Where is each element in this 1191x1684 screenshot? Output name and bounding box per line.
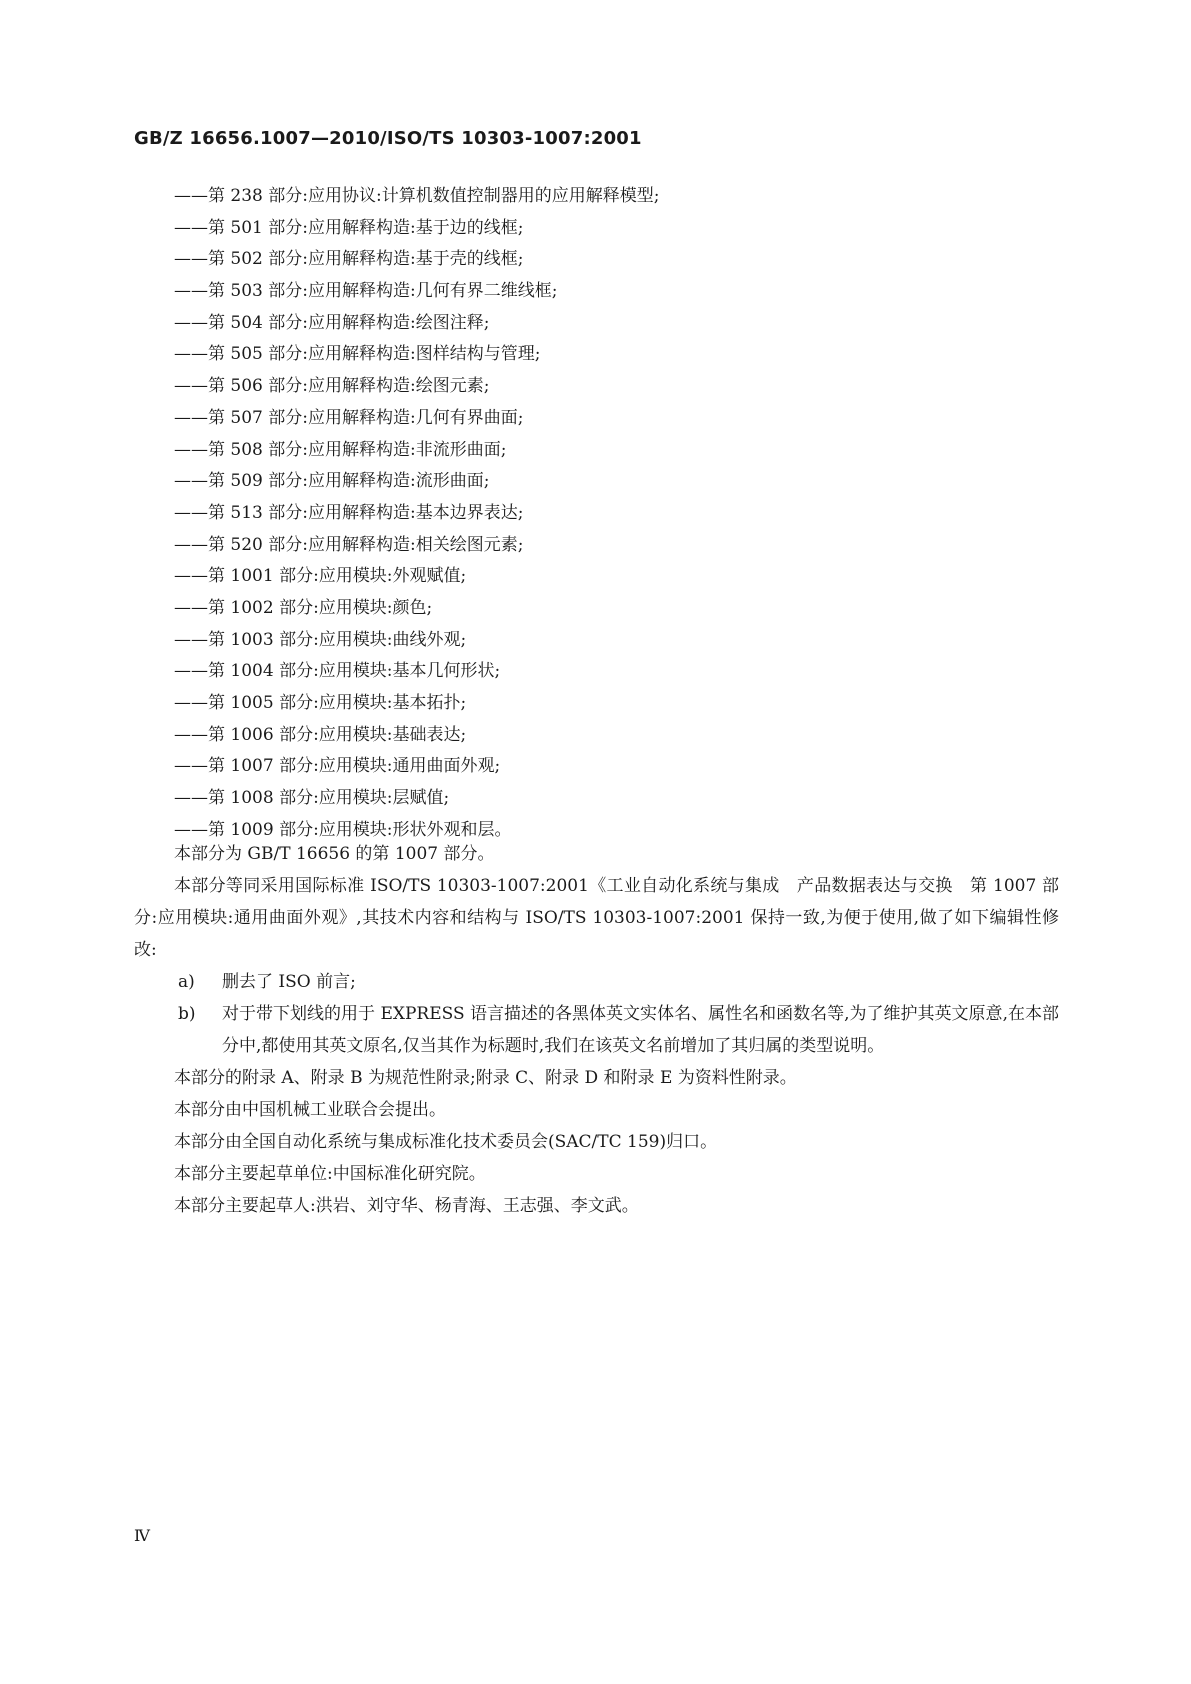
item-marker: b) xyxy=(178,1004,196,1024)
list-item: ——第 509 部分:应用解释构造:流形曲面; xyxy=(174,471,490,492)
list-item: ——第 1004 部分:应用模块:基本几何形状; xyxy=(174,661,501,682)
list-item: ——第 520 部分:应用解释构造:相关绘图元素; xyxy=(174,534,524,555)
parts-list xyxy=(174,181,659,846)
list-item: ——第 505 部分:应用解释构造:图样结构与管理; xyxy=(174,344,541,365)
list-item: ——第 504 部分:应用解释构造:绘图注释; xyxy=(174,312,490,333)
document-code-header: GB/Z 16656.1007—2010/ISO/TS 10303-1007:2001 xyxy=(134,128,642,149)
list-item: ——第 502 部分:应用解释构造:基于壳的线框; xyxy=(174,249,524,270)
paragraph-drafting-unit: 本部分主要起草单位:中国标准化研究院。 xyxy=(174,1164,486,1184)
list-item: ——第 507 部分:应用解释构造:几何有界曲面; xyxy=(174,407,524,428)
list-item: ——第 506 部分:应用解释构造:绘图元素; xyxy=(174,376,490,397)
paragraph-drafters: 本部分主要起草人:洪岩、刘守华、杨青海、王志强、李文武。 xyxy=(174,1196,639,1216)
list-item: ——第 1002 部分:应用模块:颜色; xyxy=(174,597,433,618)
list-item: ——第 503 部分:应用解释构造:几何有界二维线框; xyxy=(174,281,558,302)
list-item-b xyxy=(134,998,1059,1062)
body-text xyxy=(134,838,1059,1222)
list-item: ——第 1005 部分:应用模块:基本拓扑; xyxy=(174,693,467,713)
paragraph-proposer: 本部分由中国机械工业联合会提出。 xyxy=(174,1100,446,1120)
list-item: ——第 1007 部分:应用模块:通用曲面外观; xyxy=(174,756,501,777)
list-item: ——第 513 部分:应用解释构造:基本边界表达; xyxy=(174,502,524,523)
list-item-a xyxy=(134,966,1059,998)
list-item: ——第 1001 部分:应用模块:外观赋值; xyxy=(174,566,467,587)
list-item: ——第 508 部分:应用解释构造:非流形曲面; xyxy=(174,439,507,460)
list-item: ——第 1006 部分:应用模块:基础表达; xyxy=(174,724,467,745)
item-text: 删去了 ISO 前言; xyxy=(222,972,356,992)
page-number: Ⅳ xyxy=(134,1526,150,1545)
paragraph-part-statement: 本部分为 GB/T 16656 的第 1007 部分。 xyxy=(174,844,495,864)
paragraph-annexes: 本部分的附录 A、附录 B 为规范性附录;附录 C、附录 D 和附录 E 为资料性附录。 xyxy=(174,1068,797,1088)
list-item: ——第 1008 部分:应用模块:层赋值; xyxy=(174,788,450,809)
list-item: ——第 1003 部分:应用模块:曲线外观; xyxy=(174,629,467,650)
paragraph-committee: 本部分由全国自动化系统与集成标准化技术委员会(SAC/TC 159)归口。 xyxy=(174,1132,718,1152)
item-text: 对于带下划线的用于 EXPRESS 语言描述的各黑体英文实体名、属性名和函数名等,为了维护其英文原意,在本部分中,都使用其英文原名,仅当其作为标题时,我们在该英文名前增加了其归属的类型说明。 xyxy=(222,1004,1059,1056)
list-item: ——第 501 部分:应用解释构造:基于边的线框; xyxy=(174,217,524,238)
list-item: ——第 238 部分:应用协议:计算机数值控制器用的应用解释模型; xyxy=(174,186,660,206)
paragraph-adoption: 本部分等同采用国际标准 ISO/TS 10303-1007:2001《工业自动化系统与集成 产品数据表达与交换 第 1007 部分:应用模块:通用曲面外观》,其技术内容和结构与 ISO/TS 10303-1007:2001 保持一致,为便于使用,做了如下编辑性修改: xyxy=(134,876,1059,960)
item-marker: a) xyxy=(178,972,195,992)
list-item: ——第 1009 部分:应用模块:形状外观和层。 xyxy=(174,819,512,840)
